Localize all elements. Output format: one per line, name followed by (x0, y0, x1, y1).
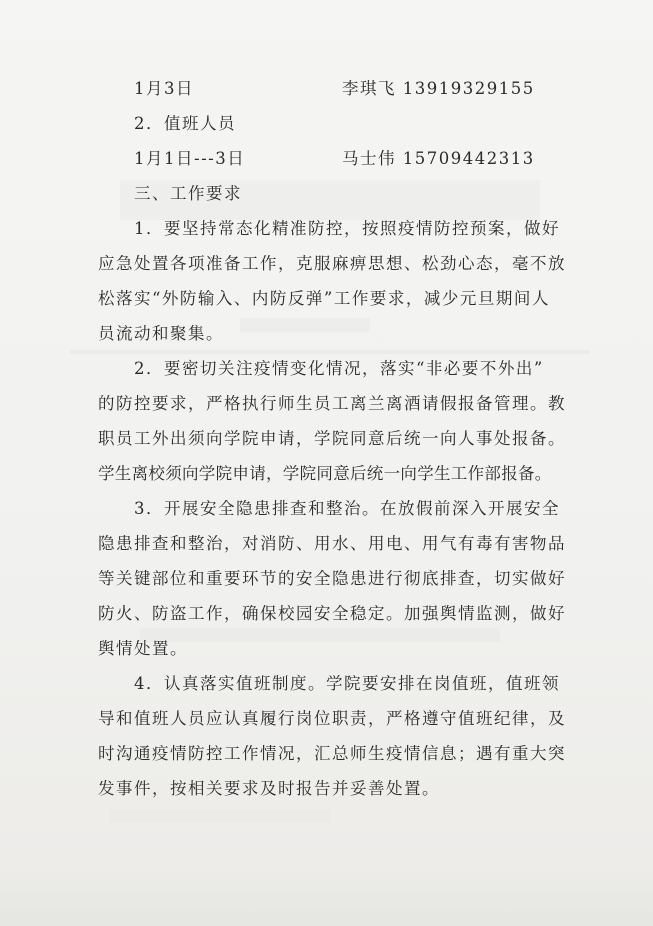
section-title-text: 三、工作要求 (134, 184, 242, 203)
schedule-person: 马士伟 15709442313 (342, 149, 535, 168)
bleed-through-mark (110, 810, 330, 822)
schedule-date: 1月3日 (134, 79, 194, 98)
document-page: 1月3日 李琪飞 13919329155 2．值班人员 1月1日---3日 马士伟 15709442313 三、工作要求 1．要坚持常态化精准防控，按照疫情防控预案，做好 应急处置各项准备工作，克服麻痹思想、松劲心态，毫不放 松落实“外防输入、内防反弹”工作要求，减少元旦期间人 员流动和聚集。 2．要密切关注疫情变化情况，落实“非必要不外出” 的防控要求，严格执行师生员工离兰离酒请假报备管理。教 职员工外出须向学院申请，学院同意后统一向人事处报备。 学生离校须向学院申请，学院同意后统一向学生工作部报备。 3．开展安全隐患排查和整治。在放假前深入开展安全 隐患排查和整治，对消防、用水、用电、用气有毒有害物品 等关键部位和重要环节的安全隐患进行彻底排查，切实做好 防火、防盗工作，确保校园安全稳定。加强舆情监测，做好 舆情处置。 4．认真落实值班制度。学院要安排在岗值班，值班领 导和值班人员应认真履行岗位职责，严格遵守值班纪律，及 时沟通疫情防控工作情况，汇总师生疫情信息；遇有重大突 发事件，按相关要求及时报告并妥善处置。 (0, 0, 653, 926)
bleed-through-mark (240, 318, 370, 332)
bleed-through-mark (70, 350, 590, 354)
schedule-date: 1月1日---3日 (134, 149, 246, 168)
schedule-person: 李琪飞 13919329155 (342, 79, 535, 98)
page-bottom-shadow (0, 866, 653, 926)
staff-heading-text: 2．值班人员 (134, 114, 236, 133)
bleed-through-mark (140, 628, 500, 642)
